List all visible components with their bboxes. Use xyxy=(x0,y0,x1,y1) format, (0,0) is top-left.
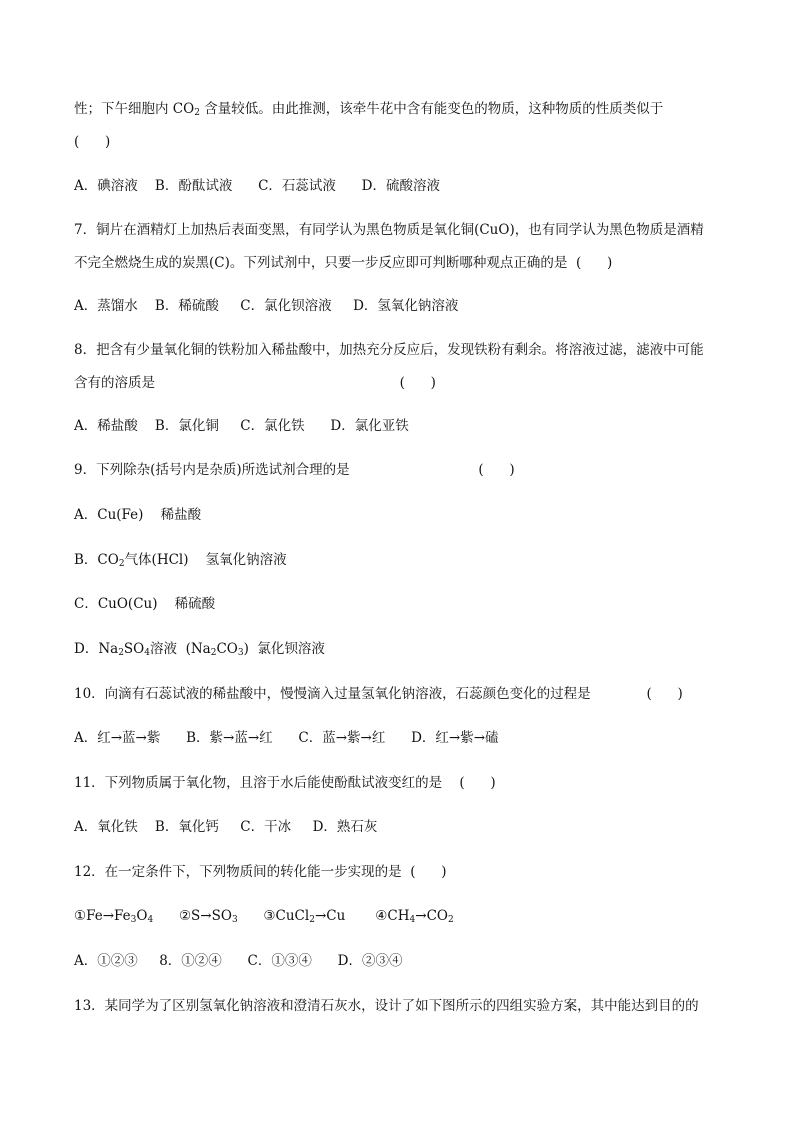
q9-option-b xyxy=(74,551,287,569)
q10-stem: 10．向滴有石蕊试液的稀盐酸中，慢慢滴入过量氢氧化钠溶液，石蕊颜色变化的过程是 ( ) xyxy=(74,686,683,702)
q12i-e: →Cu ④CH xyxy=(314,908,410,924)
q12i-s4: 2 xyxy=(309,915,315,925)
q12i-a: ①Fe→Fe xyxy=(74,908,131,924)
q12i-s5: 4 xyxy=(409,915,416,925)
q8-options: A．稀盐酸 B．氯化铜 C．氯化铁 D．氯化亚铁 xyxy=(74,418,409,434)
q9-option-d xyxy=(74,640,325,658)
q12-items xyxy=(74,907,454,925)
q9d-s2: 4 xyxy=(144,648,150,658)
q12i-c: ②S→SO xyxy=(153,908,232,924)
q9b-b: 气体(HCl) 氢氧化钠溶液 xyxy=(124,552,287,568)
q7-options: A．蒸馏水 B．稀硫酸 C．氯化钡溶液 D．氢氧化钠溶液 xyxy=(74,298,459,314)
q6-text-a: 性；下午细胞内 CO xyxy=(74,101,195,117)
q12-options: A．①②③ 8．①②④ C．①③④ D．②③④ xyxy=(74,953,403,969)
q9d-s3: 2 xyxy=(210,648,217,658)
q12-stem: 12．在一定条件下，下列物质间的转化能一步实现的是 ( ) xyxy=(74,864,447,880)
q9-option-c: C．CuO(Cu) 稀硫酸 xyxy=(74,596,216,612)
q9d-c: 溶液 (Na xyxy=(149,641,211,657)
q12i-s1: 3 xyxy=(130,915,137,925)
q9d-s1: 2 xyxy=(118,648,124,658)
q9b-a: B．CO xyxy=(74,552,119,568)
q9d-d: CO xyxy=(216,641,238,657)
q9d-s4: 3 xyxy=(237,648,244,658)
q8-stem-line2: 含有的溶质是 ( ) xyxy=(74,375,436,391)
q6-answer-paren: ( ) xyxy=(74,134,111,150)
q11-options: A．氧化铁 B．氧化钙 C．干冰 D．熟石灰 xyxy=(74,819,378,835)
q9-option-a: A．Cu(Fe) 稀盐酸 xyxy=(74,507,202,523)
q9b-sub: 2 xyxy=(118,559,125,569)
q12i-b: O xyxy=(136,908,148,924)
q12i-s2: 4 xyxy=(147,915,154,925)
q6-text-b: 含量较低。由此推测，该牵牛花中含有能变色的物质，这种物质的性质类似于 xyxy=(199,101,664,117)
q12i-s6: 2 xyxy=(447,915,454,925)
q13-stem: 13．某同学为了区别氢氧化钠溶液和澄清石灰水，设计了如下图所示的四组实验方案，其中能达到目的的 xyxy=(74,998,699,1014)
q6-sub: 2 xyxy=(194,108,200,118)
q7-stem-line1: 7．铜片在酒精灯上加热后表面变黑，有同学认为黑色物质是氧化铜(CuO)，也有同学认为黑色物质是酒精 xyxy=(74,222,704,238)
q8-stem-line1: 8．把含有少量氧化铜的铁粉加入稀盐酸中，加热充分反应后，发现铁粉有剩余。将溶液过滤，滤液中可能 xyxy=(74,342,704,358)
q10-options: A．红→蓝→紫 B．紫→蓝→红 C．蓝→紫→红 D．红→紫→磕 xyxy=(74,730,499,746)
q7-stem-line2: 不完全燃烧生成的炭黑(C)。下列试剂中，只要一步反应即可判断哪种观点正确的是 ( ) xyxy=(74,255,613,271)
q6-options: A．碘溶液 B．酚酞试液 C．石蕊试液 D．硫酸溶液 xyxy=(74,178,440,194)
q9d-a: D．Na xyxy=(74,641,119,657)
q12i-s3: 3 xyxy=(231,915,238,925)
q12i-d: ③CuCl xyxy=(237,908,310,924)
q12i-f: →CO xyxy=(415,908,448,924)
q9d-b: SO xyxy=(123,641,145,657)
q11-stem: 11．下列物质属于氧化物，且溶于水后能使酚酞试液变红的是 ( ) xyxy=(74,775,496,791)
q6-stem-line xyxy=(74,100,663,118)
q9-stem: 9．下列除杂(括号内是杂质)所选试剂合理的是 ( ) xyxy=(74,462,515,478)
q9d-e: ) 氯化钡溶液 xyxy=(243,641,325,657)
